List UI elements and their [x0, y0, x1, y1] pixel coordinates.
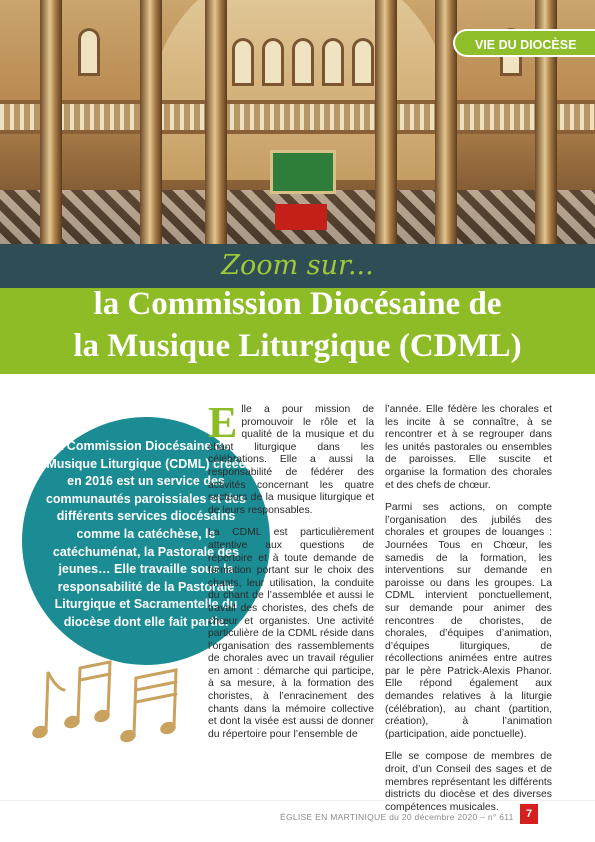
pillar [205, 0, 227, 244]
pillar [40, 0, 62, 244]
pillar [140, 0, 162, 244]
article-column-2 [385, 404, 552, 824]
page-number: 7 [520, 804, 538, 824]
drop-cap: E [208, 398, 238, 447]
title-line-2: la Musique Liturgique (CDML) [73, 328, 522, 364]
intro-text: La Commission Diocésaine de la Musique Liturgique (CDML) créée en 2016 est un service des communautés paroissiales et des différents services diocésains comme la catéchèse, le catéchuménat, la Pastorale des jeunes… Elle travaille sous la responsabilité de la Pastorale Liturgique et Sacramentelle du diocèse dont elle fait partie. [45, 439, 247, 629]
article-column-1 [208, 398, 374, 751]
paragraph: La CDML est particulièrement attentive aux questions de répertoire et à toute demande de formation portant sur le choix des chants, leur utilisation, la conduite du chant de l’assemblée et aussi le travail des choristes, des chefs de chœur et organistes. Une activité particulière de la CDML réside dans l’organisation des rassemblements de chorales avec un travail régulier en amont : démarche qui participe, à sa mesure, à la formation des choristes, à l’enracinement des chants dans la mémoire collective et dont la visée est aussi de donner du répertoire pour l’ensemble de [208, 527, 374, 740]
pillar [375, 0, 397, 244]
paragraph: Elle se compose de membres de droit, d’un Conseil des sages et de membres représentant les différents districts du diocèse et des diverses compétences musicales. [385, 751, 552, 813]
music-notes-icon [26, 660, 196, 750]
window [352, 38, 374, 86]
gallery-balustrade [0, 100, 595, 134]
altar [270, 150, 336, 194]
window [78, 28, 100, 76]
article-title [0, 283, 595, 367]
paragraph: Elle a pour mission de promouvoir le rôle et la qualité de la musique et du chant liturgique dans les célébrations. Elle a aussi la responsabilité de fédérer des activités concernant les quatre secteurs de la musique liturgique et de leurs responsables. [208, 398, 374, 516]
window [262, 38, 284, 86]
paragraph: l’année. Elle fédère les chorales et les incite à se connaître, à se rencontrer et à se regrouper dans les unités pastorales ou ensembles de paroisses. Elle suscite et organise la formation des chorales et des chefs de chœur. [385, 404, 552, 491]
paragraph: Parmi ses actions, on compte l’organisation des jubilés des chorales et groupes de louanges : Journées Tous en Chœur, les samedis de la formation, les interventions sur demande en paroisse ou dans les groupes. La CDML intervient ponctuellement, sur demande pour animer des rencontres de choristes, de chorales, d’équipes d’animation, d’équipes liturgiques, de récollections animées entre autres par le père Patrick-Alexis Phanor. Elle répond également aux demandes relatives à la liturgie (célébration), au chant (partition, création), à l’animation (participation, aide ponctuelle). [385, 502, 552, 740]
zoom-label: Zoom sur... [221, 250, 374, 281]
window [322, 38, 344, 86]
title-line-1: la Commission Diocésaine de [93, 286, 502, 322]
section-tag: VIE DU DIOCÈSE [453, 29, 595, 57]
window [232, 38, 254, 86]
publication-footer: ÉGLISE EN MARTINIQUE du 20 décembre 2020 – n° 611 [280, 812, 514, 822]
red-carpet [275, 204, 327, 230]
footer-divider [0, 800, 595, 801]
window [292, 38, 314, 86]
